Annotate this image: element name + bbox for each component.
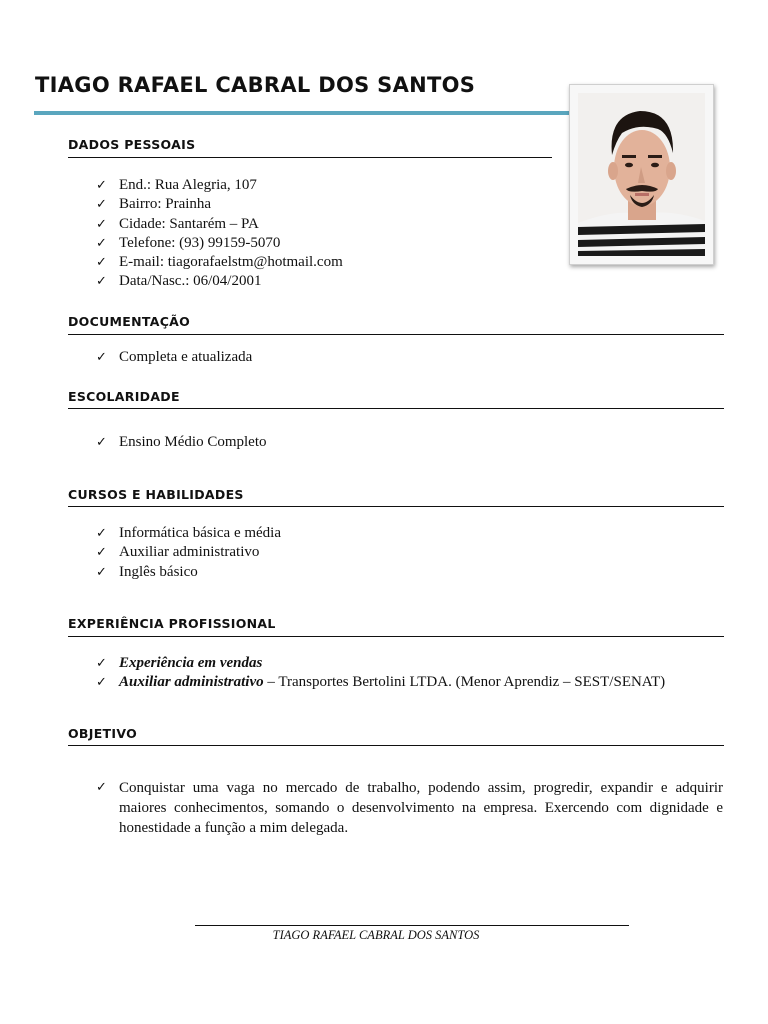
check-icon: ✓ [96, 255, 107, 271]
objective-paragraph [96, 778, 723, 838]
list-documentacao [96, 348, 252, 367]
list-experiencia [96, 654, 665, 693]
list-item: ✓ Experiência em vendas [96, 654, 665, 673]
person-photo-icon [578, 93, 705, 256]
list-escolaridade [96, 433, 267, 452]
section-rule-objetivo [68, 745, 724, 746]
resume-name-title: TIAGO RAFAEL CABRAL DOS SANTOS [35, 73, 476, 97]
section-rule-cursos [68, 506, 724, 507]
check-icon: ✓ [96, 780, 107, 795]
check-icon: ✓ [96, 545, 107, 561]
section-title-experiencia: EXPERIÊNCIA PROFISSIONAL [68, 616, 276, 631]
check-icon: ✓ [96, 526, 107, 541]
check-icon: ✓ [96, 178, 107, 193]
section-title-escolaridade: ESCOLARIDADE [68, 389, 180, 404]
profile-photo [569, 84, 714, 265]
check-icon: ✓ [96, 564, 107, 580]
section-title-objetivo: OBJETIVO [68, 726, 138, 741]
list-item: ✓ Auxiliar administrativo [96, 543, 281, 562]
list-item: ✓ Data/Nasc.: 06/04/2001 [96, 272, 343, 291]
check-icon: ✓ [96, 675, 107, 691]
check-icon: ✓ [96, 656, 107, 671]
list-item: ✓ Completa e atualizada [96, 348, 252, 367]
list-dados-pessoais [96, 176, 343, 292]
signature-name: TIAGO RAFAEL CABRAL DOS SANTOS [272, 928, 480, 942]
list-item: ✓ Auxiliar administrativo – Transportes Bertolini LTDA. (Menor Aprendiz – SEST/SENAT) [96, 673, 665, 692]
section-title-cursos: CURSOS E HABILIDADES [68, 487, 244, 502]
section-rule-escolaridade [68, 408, 724, 409]
list-cursos [96, 524, 281, 582]
check-icon: ✓ [96, 435, 107, 450]
list-item: ✓ Bairro: Prainha [96, 195, 343, 214]
check-icon: ✓ [96, 197, 107, 213]
list-item: ✓ E-mail: tiagorafaelstm@hotmail.com [96, 253, 343, 272]
check-icon: ✓ [96, 216, 107, 232]
list-item: ✓ Informática básica e média [96, 524, 281, 543]
section-title-documentacao: DOCUMENTAÇÃO [68, 314, 191, 329]
list-item: ✓ End.: Rua Alegria, 107 [96, 176, 343, 195]
section-rule-experiencia [68, 636, 724, 637]
signature-line [195, 925, 629, 926]
list-item: ✓ Cidade: Santarém – PA [96, 215, 343, 234]
check-icon: ✓ [96, 350, 107, 365]
check-icon: ✓ [96, 274, 107, 290]
title-accent-rule [34, 111, 574, 115]
check-icon: ✓ [96, 235, 107, 251]
section-rule-dados-pessoais [68, 157, 552, 158]
list-item: ✓ Telefone: (93) 99159-5070 [96, 234, 343, 253]
list-item: ✓ Inglês básico [96, 563, 281, 582]
section-rule-documentacao [68, 334, 724, 335]
section-title-dados-pessoais: DADOS PESSOAIS [68, 137, 196, 152]
objective-text: Conquistar uma vaga no mercado de trabalho, podendo assim, progredir, expandir e adquirir maiores conhecimentos, somando o desenvolvimento na empresa. Exercendo com dignidade e honestidade a função a mim delegada. [119, 780, 723, 836]
list-item: ✓ Ensino Médio Completo [96, 433, 267, 452]
